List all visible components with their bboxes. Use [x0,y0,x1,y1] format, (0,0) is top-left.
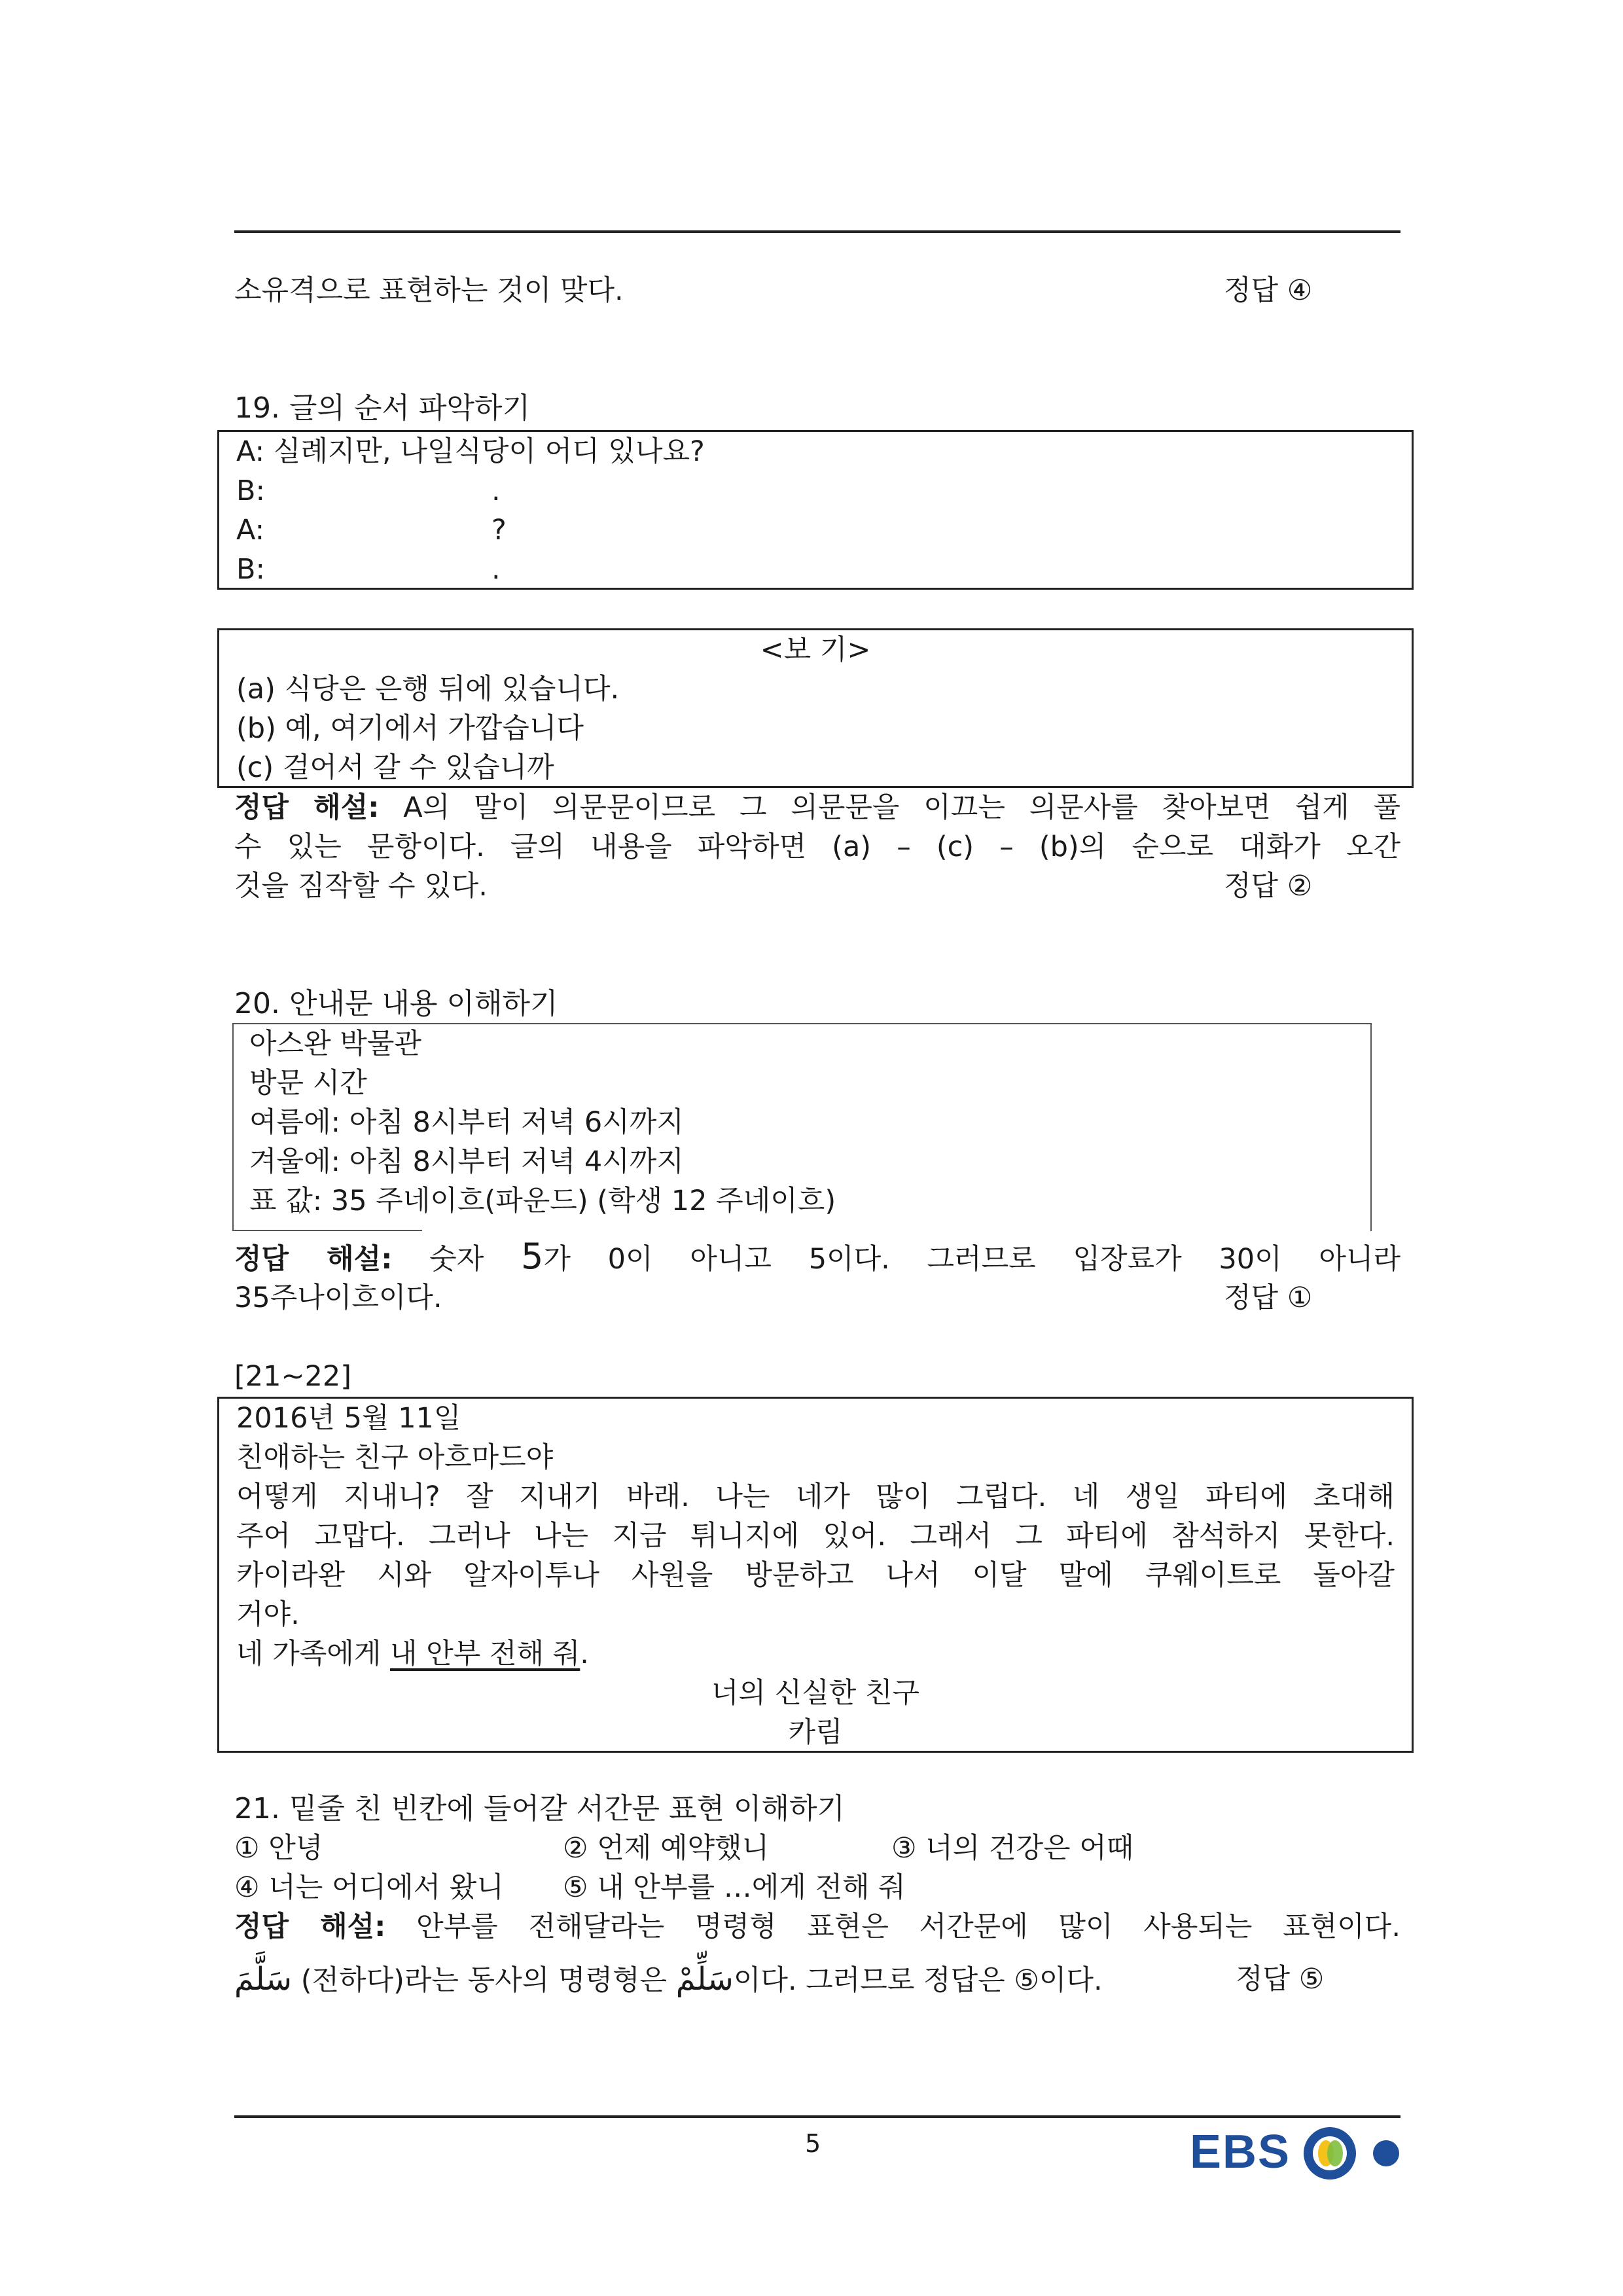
letter-date: 2016년 5월 11일 [236,1402,461,1435]
notice-line: 방문 시간 [249,1067,367,1100]
page-number: 5 [805,2129,821,2158]
q18-tail-text: 소유격으로 표현하는 것이 맞다. [234,274,624,307]
q21-answer: 정답 ⑤ [1236,1963,1325,1996]
dialog-line: A: ? [236,514,507,547]
q20-heading: 20. 안내문 내용 이해하기 [234,987,558,1020]
notice-line: 여름에: 아침 8시부터 저녁 6시까지 [249,1106,684,1139]
bogi-item: (c) 걸어서 갈 수 있습니까 [236,751,554,784]
dialog-line: B: . [236,553,501,586]
ebs-logo [1190,2119,1406,2185]
top-rule [234,230,1400,233]
notice-partial-rule [232,1230,422,1231]
q20-explanation-line2: 35주나이흐이다. [234,1282,442,1314]
letter-greeting: 친애하는 친구 아흐마드야 [236,1441,554,1474]
option-3: ③ 너의 건강은 어때 [891,1832,1134,1865]
option-5: ⑤ 내 안부를 …에게 전해 줘 [563,1871,906,1904]
notice-line: 아스완 박물관 [249,1028,421,1060]
letter-body-line: 거야. [236,1598,300,1631]
letter-body-line: 카이라완 시와 알자이투나 사원을 방문하고 나서 이달 말에 쿠웨이트로 돌아갈 [236,1559,1395,1592]
letter-closing: 네 가족에게 내 안부 전해 줘. [236,1638,589,1670]
q20-explanation-line1: 정답 해설: 숫자 5가 0이 아니고 5이다. 그러므로 입장료가 30이 아니라 [234,1236,1400,1277]
bogi-item: (a) 식당은 은행 뒤에 있습니다. [236,673,620,706]
q21-22-range: [21~22] [234,1360,352,1393]
underlined-blank: 내 안부 전해 줘 [390,1638,580,1670]
q21-explanation-line2: سَلَّمَ (전하다)라는 동사의 명령형은 سَلِّمْ이다. 그러므로 정답은 ⑤이다. [234,1961,1103,1998]
notice-line: 표 값: 35 주네이흐(파운드) (학생 12 주네이흐) [249,1185,836,1217]
q18-answer: 정답 ④ [1224,274,1313,307]
q21-heading: 21. 밑줄 친 빈칸에 들어갈 서간문 표현 이해하기 [234,1792,845,1825]
letter-signoff: 너의 신실한 친구 [711,1677,920,1710]
letter-box [217,1397,1414,1753]
q20-answer: 정답 ① [1224,1282,1313,1314]
q19-dialog-box [217,430,1414,590]
q19-explanation-line2: 수 있는 문항이다. 글의 내용을 파악하면 (a) – (c) – (b)의 순으로 대화가 오간 [234,831,1400,863]
arabic-word: سَلَّمَ [234,1961,293,1998]
letter-body-line: 주어 고맙다. 그러나 나는 지금 튀니지에 있어. 그래서 그 파티에 참석하지 못한다. [236,1520,1395,1552]
q21-explanation-line1: 정답 해설: 안부를 전해달라는 명령형 표현은 서간문에 많이 사용되는 표현이다. [234,1910,1400,1943]
q19-heading: 19. 글의 순서 파악하기 [234,391,530,425]
ebs-logo-mark-icon [1300,2123,1406,2183]
option-1: ① 안녕 [234,1832,323,1865]
letter-signature: 카림 [788,1716,843,1749]
bottom-rule [234,2115,1400,2118]
dialog-line: A: 실례지만, 나일식당이 어디 있나요? [236,435,705,468]
q19-answer: 정답 ② [1224,870,1313,903]
letter-body-line: 어떻게 지내니? 잘 지내기 바래. 나는 네가 많이 그립다. 네 생일 파티에 초대해 [236,1480,1395,1513]
bogi-title: <보 기> [760,634,871,666]
q19-bogi-box [217,628,1414,788]
bogi-item: (b) 예, 여기에서 가깝습니다 [236,712,584,745]
notice-line: 겨울에: 아침 8시부터 저녁 4시까지 [249,1145,684,1178]
option-2: ② 언제 예약했니 [563,1832,770,1865]
q19-explanation-line1: 정답 해설: A의 말이 의문문이므로 그 의문문을 이끄는 의문사를 찾아보면 쉽게 풀 [234,791,1401,824]
ebs-logo-text: EBS [1190,2126,1291,2178]
option-4: ④ 너는 어디에서 왔니 [234,1871,504,1904]
q19-explanation-line3: 것을 짐작할 수 있다. [234,870,488,903]
arabic-word: سَلِّمْ [675,1961,734,1998]
dialog-line: B: . [236,475,501,507]
q20-notice-box [232,1023,1372,1231]
